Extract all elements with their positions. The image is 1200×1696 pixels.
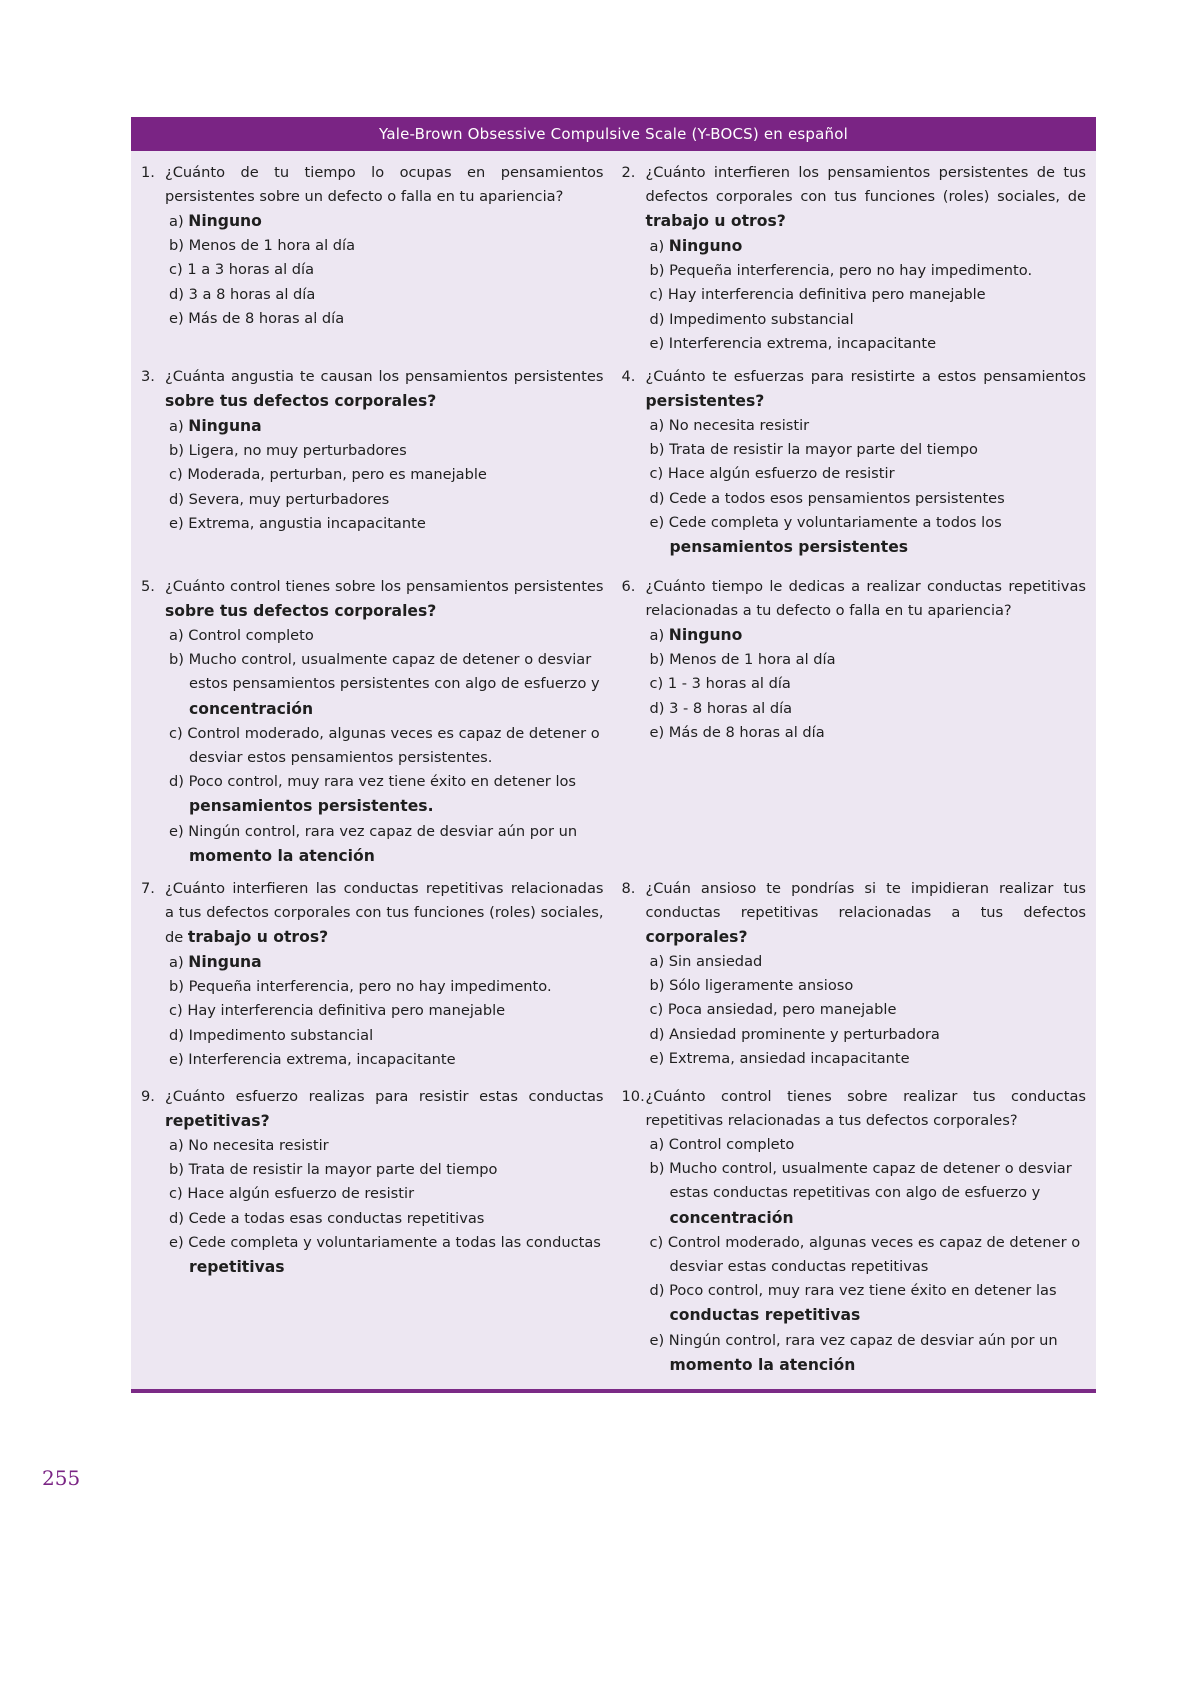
answer-option-text: d) Cede a todas esas conductas repetitivas (169, 1209, 485, 1227)
answer-option (650, 259, 1087, 283)
answer-option (650, 462, 1087, 486)
question-item (141, 877, 604, 1072)
answer-option (169, 1231, 604, 1280)
answer-option (169, 1158, 604, 1182)
answer-options (646, 234, 1087, 356)
answer-option-bold: concentración (669, 1208, 794, 1227)
answer-option (169, 1207, 604, 1231)
question-text: ¿Cuánto te esfuerzas para resistirte a estos pensamientos (645, 368, 1086, 385)
question-cell (614, 161, 1097, 363)
answer-option-text: c) 1 - 3 horas al día (649, 675, 791, 693)
question-row (131, 363, 1096, 575)
question-item (622, 161, 1087, 356)
question-text-block (646, 365, 1087, 414)
answer-option (169, 1182, 604, 1206)
question-text: ¿Cuánto esfuerzo realizas para resistir estas conductas (165, 1088, 604, 1105)
answer-option-text: a) No necesita resistir (169, 1137, 329, 1154)
question-text-block (165, 1085, 604, 1134)
answer-option (650, 438, 1087, 462)
answer-option-text: b) Mucho control, usualmente capaz de detener o desviar estos pensamientos persistentes con algo de esfuerzo y (169, 651, 600, 693)
answer-option-text: a) Sin ansiedad (649, 953, 763, 970)
answer-option (650, 1157, 1087, 1231)
answer-option-text: b) Pequeña interferencia, pero no hay impedimento. (169, 978, 552, 996)
answer-option (650, 1279, 1087, 1328)
question-text-block (165, 877, 604, 950)
question-cell (131, 877, 614, 1085)
answer-option-text: c) Hay interferencia definitiva pero manejable (169, 1002, 506, 1020)
answer-option (169, 234, 604, 258)
question-row (131, 151, 1096, 363)
answer-option (169, 1024, 604, 1048)
answer-option-text: b) Menos de 1 hora al día (649, 651, 836, 669)
answer-option-text: e) Ningún control, rara vez capaz de desviar aún por un (649, 1331, 1058, 1349)
answer-option-text: d) Ansiedad prominente y perturbadora (649, 1025, 940, 1043)
question-number: 2. (621, 164, 636, 181)
answer-option (169, 488, 604, 512)
answer-option (169, 999, 604, 1023)
answer-option-text: b) Mucho control, usualmente capaz de detener o desviar estas conductas repetitivas con algo de esfuerzo y (649, 1160, 1072, 1202)
answer-option-text: a) Control completo (649, 1136, 795, 1153)
question-text: ¿Cuán ansioso te pondrías si te impidieran realizar tus conductas repetitivas relacionadas a tus defectos (645, 880, 1086, 921)
answer-option (169, 624, 604, 648)
question-item (141, 365, 604, 536)
answer-option-bold: momento la atención (669, 1355, 856, 1374)
question-text-bold: sobre tus defectos corporales? (165, 392, 437, 410)
answer-option (650, 1231, 1087, 1279)
question-text: ¿Cuánto interfieren los pensamientos persistentes de tus defectos corporales con tus funciones (roles) sociales, de (645, 164, 1086, 205)
question-text-block (165, 161, 604, 209)
answer-option (650, 721, 1087, 745)
answer-option-bold: repetitivas (189, 1258, 285, 1277)
answer-option-text: e) Extrema, ansiedad incapacitante (649, 1049, 910, 1067)
answer-option (169, 209, 604, 234)
question-text-bold: sobre tus defectos corporales? (165, 602, 437, 620)
answer-option (169, 512, 604, 536)
answer-option (169, 722, 604, 770)
answer-option (650, 1023, 1087, 1047)
answer-option-text: d) Poco control, muy rara vez tiene éxito en detener las (649, 1282, 1057, 1300)
answer-option-text: d) Severa, muy perturbadores (169, 490, 390, 508)
question-number: 5. (141, 578, 155, 595)
answer-option-text: d) 3 - 8 horas al día (649, 699, 793, 717)
answer-option-text: d) Poco control, muy rara vez tiene éxito en detener los (169, 773, 577, 791)
question-cell (614, 575, 1097, 875)
question-cell (614, 877, 1097, 1085)
answer-options (165, 1134, 604, 1280)
question-item (622, 365, 1087, 560)
answer-option-bold: Ninguna (188, 417, 262, 435)
answer-options (165, 209, 604, 331)
question-text: ¿Cuánta angustia te causan los pensamientos persistentes (165, 368, 604, 385)
ybocs-panel (131, 117, 1096, 1393)
answer-option-text: a) (649, 238, 669, 255)
answer-option-text: c) Moderada, perturban, pero es manejable (169, 466, 487, 484)
answer-options (646, 623, 1087, 745)
question-text: ¿Cuánto tiempo le dedicas a realizar conductas repetitivas relacionadas a tu defecto o falla en tu apariencia? (645, 578, 1086, 619)
question-number: 6. (621, 578, 636, 595)
question-text-block (165, 365, 604, 414)
question-text-block (646, 877, 1087, 950)
question-cell (614, 365, 1097, 575)
question-text-block (646, 1085, 1087, 1133)
answer-option-text: c) Hace algún esfuerzo de resistir (169, 1185, 415, 1203)
question-cell (131, 575, 614, 875)
answer-option (169, 770, 604, 819)
question-item (622, 877, 1087, 1071)
answer-option (169, 463, 604, 487)
answer-option-bold: Ninguno (188, 212, 262, 230)
question-item (622, 575, 1087, 745)
answer-option (650, 648, 1087, 672)
question-item (141, 161, 604, 331)
answer-option-text: b) Sólo ligeramente ansioso (649, 977, 854, 995)
answer-option-bold: Ninguna (188, 953, 262, 971)
answer-option-text: e) Extrema, angustia incapacitante (169, 514, 426, 532)
answer-option-text: e) Interferencia extrema, incapacitante (649, 334, 937, 352)
question-number: 8. (621, 880, 636, 897)
answer-option-bold: pensamientos persistentes (669, 538, 909, 557)
answer-option-bold: Ninguno (668, 626, 743, 644)
answer-option (650, 414, 1087, 438)
question-number: 3. (141, 368, 155, 385)
answer-option (650, 1133, 1087, 1157)
question-cell (131, 1085, 614, 1389)
answer-options (165, 414, 604, 536)
answer-option (650, 234, 1087, 259)
answer-option-bold: Ninguno (668, 237, 743, 255)
answer-option-text: d) Cede a todos esos pensamientos persistentes (649, 489, 1005, 507)
question-grid (131, 151, 1096, 1389)
answer-option (169, 1048, 604, 1072)
answer-option-text: a) Control completo (169, 627, 314, 644)
question-cell (131, 365, 614, 575)
answer-option (650, 487, 1087, 511)
question-text-bold: trabajo u otros? (645, 212, 786, 230)
answer-option-text: c) Control moderado, algunas veces es capaz de detener o desviar estas conductas repetitivas (649, 1233, 1081, 1276)
answer-option-text: e) Más de 8 horas al día (649, 723, 825, 741)
answer-option (650, 998, 1087, 1022)
answer-option (650, 283, 1087, 307)
answer-option-text: b) Pequeña interferencia, pero no hay impedimento. (649, 262, 1033, 280)
question-number: 7. (141, 880, 155, 897)
question-number: 1. (141, 164, 155, 181)
answer-option-text: c) 1 a 3 horas al día (169, 261, 315, 279)
question-text: ¿Cuánto control tienes sobre los pensamientos persistentes (165, 578, 604, 595)
answer-option (650, 1329, 1087, 1378)
answer-option (650, 672, 1087, 696)
answer-option (169, 950, 604, 975)
answer-options (646, 1133, 1087, 1378)
question-item (141, 1085, 604, 1280)
answer-option (650, 697, 1087, 721)
answer-option-text: e) Ningún control, rara vez capaz de desviar aún por un (169, 822, 578, 840)
answer-option-text: d) Impedimento substancial (649, 310, 854, 328)
answer-option (169, 283, 604, 307)
question-text: ¿Cuánto de tu tiempo lo ocupas en pensamientos persistentes sobre un defecto o falla en tu apariencia? (165, 164, 604, 205)
question-number: 4. (621, 368, 636, 385)
answer-options (646, 414, 1087, 560)
answer-option-text: b) Trata de resistir la mayor parte del tiempo (649, 441, 978, 459)
answer-option-text: c) Hay interferencia definitiva pero manejable (649, 286, 986, 304)
answer-option (169, 648, 604, 722)
question-cell (131, 161, 614, 363)
answer-option-text: a) (169, 954, 189, 971)
answer-option-text: e) Cede completa y voluntariamente a todos los (649, 513, 1002, 531)
question-item (622, 1085, 1087, 1378)
question-number: 9. (141, 1088, 155, 1105)
question-text: ¿Cuánto interfieren las conductas repetitivas relacionadas a tus defectos corporales con tus funciones (roles) sociales, de (165, 880, 604, 946)
answer-option-text: e) Más de 8 horas al día (169, 309, 345, 327)
question-text-block (165, 575, 604, 624)
question-text-bold: trabajo u otros? (187, 928, 329, 946)
answer-option-text: d) 3 a 8 horas al día (169, 285, 316, 303)
answer-option (169, 307, 604, 331)
answer-option (650, 950, 1087, 974)
answer-option (650, 308, 1087, 332)
answer-option-text: c) Hace algún esfuerzo de resistir (649, 465, 895, 483)
answer-option-bold: pensamientos persistentes. (189, 797, 434, 816)
question-row (131, 1085, 1096, 1389)
answer-options (646, 950, 1087, 1071)
answer-option (650, 623, 1087, 648)
answer-option (169, 439, 604, 463)
question-text-bold: persistentes? (645, 392, 765, 410)
answer-option (169, 1134, 604, 1158)
answer-option-text: a) No necesita resistir (649, 417, 810, 434)
answer-option (169, 414, 604, 439)
page-number: 255 (42, 1466, 81, 1490)
question-row (131, 575, 1096, 875)
answer-option-text: e) Cede completa y voluntariamente a todas las conductas (169, 1233, 601, 1251)
answer-option-text: b) Ligera, no muy perturbadores (169, 442, 407, 460)
answer-option (650, 511, 1087, 560)
question-text-bold: corporales? (645, 928, 748, 946)
answer-option-bold: conductas repetitivas (669, 1306, 861, 1325)
answer-option-bold: momento la atención (189, 846, 375, 865)
answer-option (650, 1047, 1087, 1071)
answer-options (165, 950, 604, 1072)
answer-option-text: c) Poca ansiedad, pero manejable (649, 1001, 897, 1019)
question-text-bold: repetitivas? (165, 1112, 270, 1130)
answer-options (165, 624, 604, 869)
table-title: Yale-Brown Obsessive Compulsive Scale (Y-BOCS) en español (131, 117, 1096, 151)
answer-option-text: b) Menos de 1 hora al día (169, 237, 356, 255)
answer-option-text: e) Interferencia extrema, incapacitante (169, 1050, 456, 1068)
question-number: 10. (621, 1088, 645, 1105)
answer-option-bold: concentración (189, 699, 314, 718)
answer-option-text: c) Control moderado, algunas veces es capaz de detener o desviar estos pensamientos persistentes. (169, 724, 600, 767)
answer-option-text: b) Trata de resistir la mayor parte del tiempo (169, 1161, 498, 1179)
answer-option (169, 975, 604, 999)
question-text-block (646, 161, 1087, 234)
answer-option (650, 332, 1087, 356)
question-text: ¿Cuánto control tienes sobre realizar tus conductas repetitivas relacionadas a tus defectos corporales? (645, 1088, 1086, 1129)
question-text-block (646, 575, 1087, 623)
answer-option-text: d) Impedimento substancial (169, 1026, 374, 1044)
answer-option-text: a) (169, 418, 189, 435)
question-row (131, 875, 1096, 1085)
answer-option (650, 974, 1087, 998)
answer-option (169, 258, 604, 282)
question-cell (614, 1085, 1097, 1389)
question-item (141, 575, 604, 869)
answer-option (169, 820, 604, 869)
answer-option-text: a) (169, 213, 189, 230)
answer-option-text: a) (649, 627, 669, 644)
